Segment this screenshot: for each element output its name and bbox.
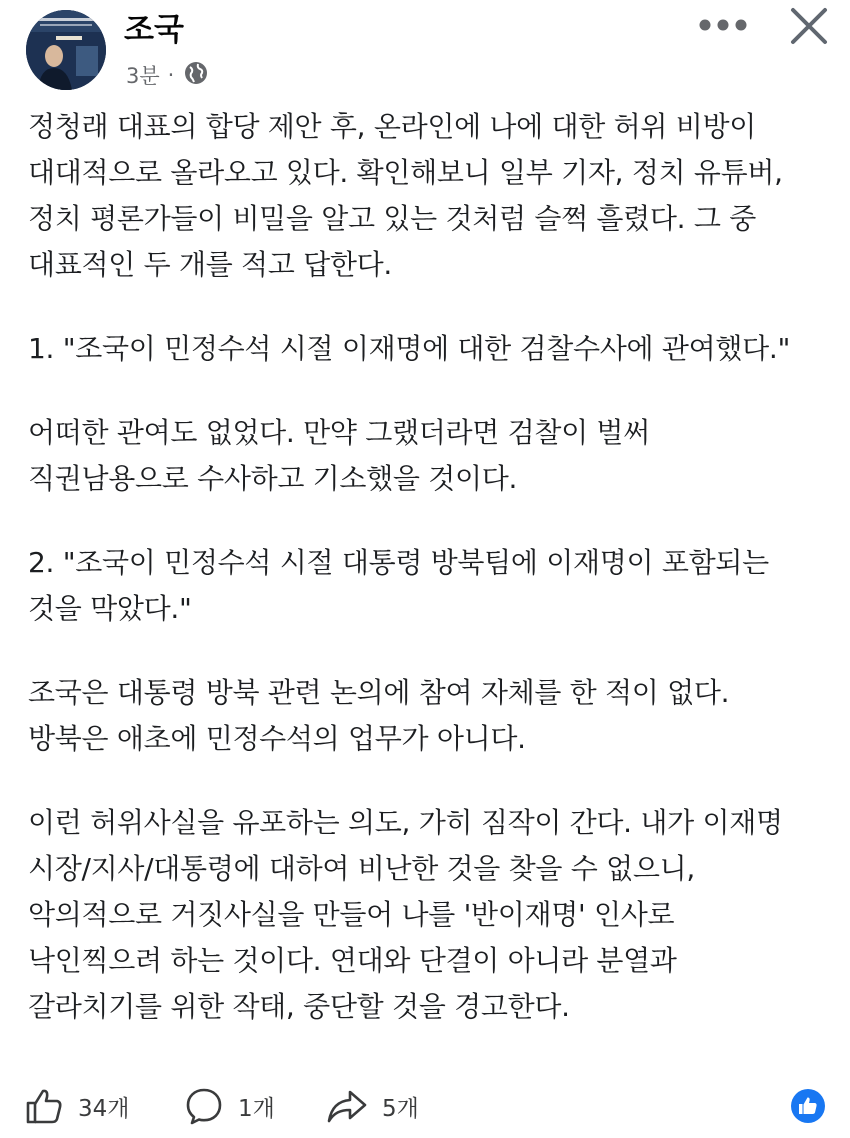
close-icon (790, 7, 828, 45)
post-text-line: 갈라치기를 위한 작태, 중단할 것을 경고한다. (28, 990, 570, 1023)
paragraph-gap (28, 762, 828, 800)
paragraph-gap (28, 372, 828, 410)
like-reaction-icon[interactable] (790, 1088, 826, 1124)
post-meta (126, 60, 208, 90)
post-text-line: 이런 허위사실을 유포하는 의도, 가히 짐작이 간다. 내가 이재명 (28, 806, 783, 839)
avatar[interactable] (26, 10, 106, 90)
share-icon (326, 1086, 368, 1126)
post-text-line: 방북은 애초에 민정수석의 업무가 아니다. (28, 722, 526, 755)
comment-icon (184, 1086, 224, 1126)
post-text (28, 104, 828, 1030)
post-text-line: 악의적으로 거짓사실을 만들어 나를 '반이재명' 인사로 (28, 898, 675, 931)
paragraph-gap (28, 502, 828, 540)
post-text-line: 것을 막았다." (28, 592, 192, 625)
more-horizontal-icon (698, 18, 748, 32)
post-text-line: 정청래 대표의 합당 제안 후, 온라인에 나에 대한 허위 비방이 (28, 110, 756, 143)
author-name[interactable]: 조국 (124, 12, 184, 48)
post-text-line: 대대적으로 올라오고 있다. 확인해보니 일부 기자, 정치 유튜버, (28, 156, 783, 189)
globe-icon[interactable] (184, 61, 208, 90)
comment-button[interactable] (184, 1086, 275, 1126)
more-options-button[interactable] (693, 8, 753, 42)
post-actions (0, 1080, 850, 1138)
comment-count: 1개 (238, 1095, 275, 1122)
close-button[interactable] (784, 4, 834, 48)
share-button[interactable] (326, 1086, 419, 1126)
share-count: 5개 (382, 1095, 419, 1122)
post-text-line: 직권남용으로 수사하고 기소했을 것이다. (28, 462, 518, 495)
post-header (0, 0, 850, 100)
post-text-line: 1. "조국이 민정수석 시절 이재명에 대한 검찰수사에 관여했다." (28, 332, 791, 365)
post-text-line: 어떠한 관여도 없었다. 만약 그랬더라면 검찰이 벌써 (28, 416, 650, 449)
post-text-line: 시장/지사/대통령에 대하여 비난한 것을 찾을 수 없으니, (28, 852, 695, 885)
post-text-line: 정치 평론가들이 비밀을 알고 있는 것처럼 슬쩍 흘렸다. 그 중 (28, 202, 756, 235)
paragraph-gap (28, 288, 828, 326)
thumbs-up-icon (24, 1086, 64, 1126)
paragraph-gap (28, 632, 828, 670)
post-text-line: 대표적인 두 개를 적고 답한다. (28, 248, 392, 281)
like-count: 34개 (78, 1095, 130, 1122)
post-time[interactable]: 3분 (126, 64, 160, 88)
post-text-line: 조국은 대통령 방북 관련 논의에 참여 자체를 한 적이 없다. (28, 676, 730, 709)
post-text-line: 2. "조국이 민정수석 시절 대통령 방북팀에 이재명이 포함되는 (28, 546, 769, 579)
meta-separator: · (167, 63, 175, 87)
like-button[interactable] (24, 1086, 130, 1126)
post-text-line: 낙인찍으려 하는 것이다. 연대와 단결이 아니라 분열과 (28, 944, 677, 977)
